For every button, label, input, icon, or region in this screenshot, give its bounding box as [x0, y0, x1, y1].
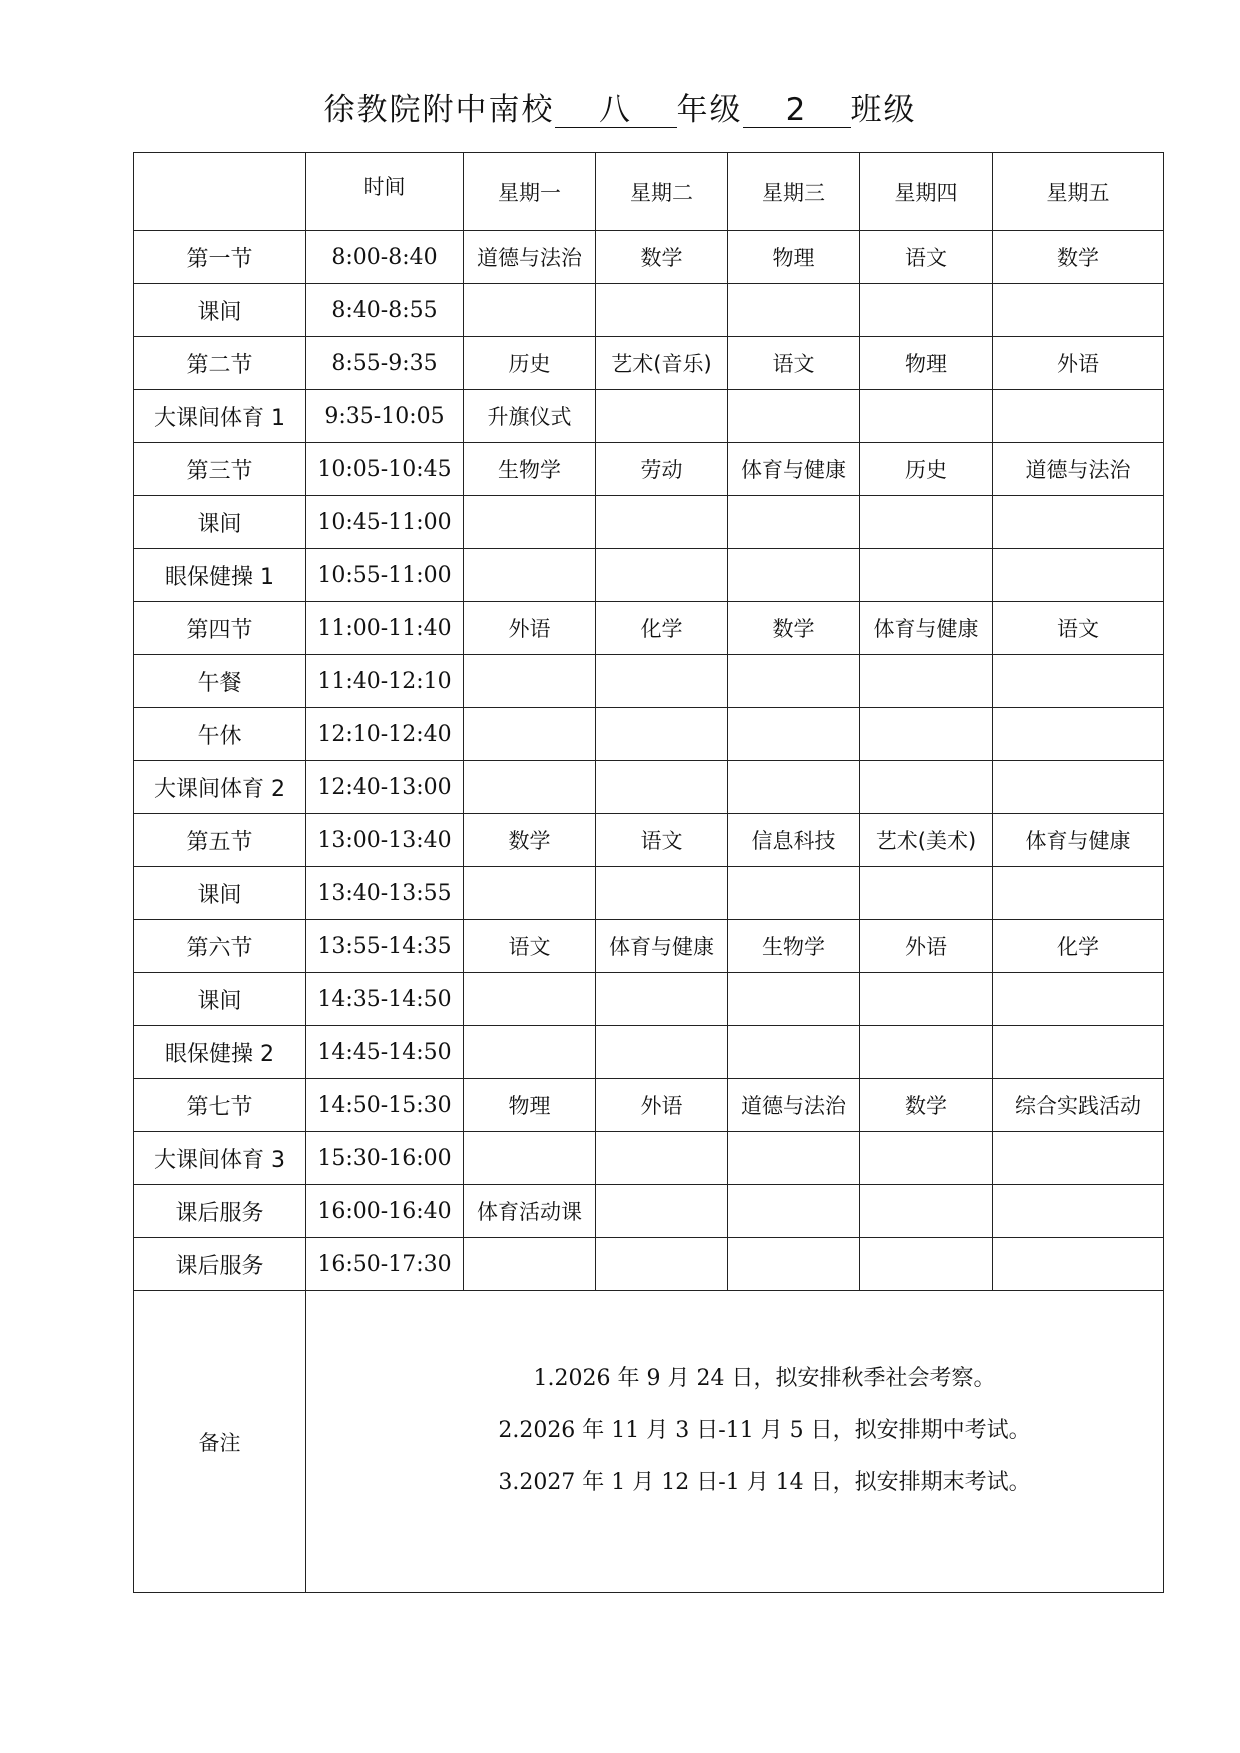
subject-cell [860, 284, 993, 337]
subject-cell: 外语 [993, 337, 1164, 390]
period-label: 眼保健操 2 [134, 1026, 306, 1079]
subject-cell: 语文 [993, 602, 1164, 655]
subject-cell: 历史 [860, 443, 993, 496]
table-row [134, 1079, 1164, 1132]
grade-suffix: 年级 [676, 92, 743, 128]
subject-cell [464, 973, 596, 1026]
subject-cell [596, 1238, 728, 1291]
subject-cell: 语文 [464, 920, 596, 973]
time-range: 10:45-11:00 [306, 496, 464, 549]
subject-cell: 道德与法治 [464, 231, 596, 284]
notes-row [134, 1291, 1164, 1593]
period-label: 大课间体育 3 [134, 1132, 306, 1185]
period-label: 第四节 [134, 602, 306, 655]
subject-cell [728, 549, 860, 602]
period-label: 课间 [134, 867, 306, 920]
period-label: 课后服务 [134, 1185, 306, 1238]
subject-cell: 语文 [596, 814, 728, 867]
table-row [134, 814, 1164, 867]
table-row [134, 549, 1164, 602]
subject-cell [860, 549, 993, 602]
subject-cell: 数学 [464, 814, 596, 867]
school-name: 徐教院附中南校 [323, 92, 555, 128]
time-range: 15:30-16:00 [306, 1132, 464, 1185]
subject-cell [728, 496, 860, 549]
subject-cell [860, 708, 993, 761]
time-range: 8:40-8:55 [306, 284, 464, 337]
header-day-wed: 星期三 [728, 153, 860, 231]
header-corner-cell [134, 153, 306, 231]
timetable [133, 152, 1164, 1593]
subject-cell [596, 708, 728, 761]
subject-cell: 道德与法治 [728, 1079, 860, 1132]
header-day-fri: 星期五 [993, 153, 1164, 231]
header-day-thu: 星期四 [860, 153, 993, 231]
subject-cell: 物理 [464, 1079, 596, 1132]
notes-label: 备注 [134, 1291, 306, 1593]
subject-cell [596, 973, 728, 1026]
time-range: 11:00-11:40 [306, 602, 464, 655]
subject-cell [464, 549, 596, 602]
subject-cell [860, 867, 993, 920]
period-label: 第三节 [134, 443, 306, 496]
notes-content [306, 1291, 1164, 1593]
subject-cell [464, 761, 596, 814]
table-row [134, 284, 1164, 337]
subject-cell: 劳动 [596, 443, 728, 496]
subject-cell [596, 549, 728, 602]
table-row [134, 496, 1164, 549]
table-row [134, 1132, 1164, 1185]
subject-cell [596, 1185, 728, 1238]
subject-cell [464, 655, 596, 708]
period-label: 午休 [134, 708, 306, 761]
subject-cell: 数学 [596, 231, 728, 284]
subject-cell: 体育与健康 [728, 443, 860, 496]
subject-cell: 道德与法治 [993, 443, 1164, 496]
subject-cell [728, 1185, 860, 1238]
subject-cell [464, 1026, 596, 1079]
subject-cell [464, 284, 596, 337]
subject-cell [728, 1238, 860, 1291]
header-day-tue: 星期二 [596, 153, 728, 231]
table-row [134, 337, 1164, 390]
subject-cell [596, 761, 728, 814]
time-range: 14:45-14:50 [306, 1026, 464, 1079]
subject-cell [728, 284, 860, 337]
subject-cell [728, 708, 860, 761]
subject-cell [464, 1238, 596, 1291]
subject-cell [993, 1026, 1164, 1079]
table-row [134, 708, 1164, 761]
table-row [134, 602, 1164, 655]
subject-cell: 生物学 [464, 443, 596, 496]
period-label: 课间 [134, 284, 306, 337]
time-range: 14:35-14:50 [306, 973, 464, 1026]
table-row [134, 1026, 1164, 1079]
table-row [134, 655, 1164, 708]
subject-cell: 升旗仪式 [464, 390, 596, 443]
subject-cell [993, 549, 1164, 602]
period-label: 第二节 [134, 337, 306, 390]
subject-cell: 艺术(音乐) [596, 337, 728, 390]
period-label: 课后服务 [134, 1238, 306, 1291]
subject-cell [993, 1238, 1164, 1291]
period-label: 第五节 [134, 814, 306, 867]
subject-cell [860, 655, 993, 708]
subject-cell [860, 761, 993, 814]
subject-cell [993, 973, 1164, 1026]
table-row [134, 920, 1164, 973]
table-row [134, 1238, 1164, 1291]
period-label: 课间 [134, 973, 306, 1026]
subject-cell [596, 867, 728, 920]
table-row [134, 761, 1164, 814]
subject-cell: 化学 [993, 920, 1164, 973]
subject-cell [464, 496, 596, 549]
subject-cell: 外语 [464, 602, 596, 655]
time-range: 14:50-15:30 [306, 1079, 464, 1132]
subject-cell: 数学 [993, 231, 1164, 284]
table-row [134, 231, 1164, 284]
subject-cell [728, 867, 860, 920]
time-range: 16:50-17:30 [306, 1238, 464, 1291]
subject-cell [993, 496, 1164, 549]
period-label: 大课间体育 2 [134, 761, 306, 814]
subject-cell [728, 1026, 860, 1079]
subject-cell [596, 1132, 728, 1185]
table-row [134, 443, 1164, 496]
subject-cell [860, 496, 993, 549]
header-row [134, 153, 1164, 231]
subject-cell [464, 867, 596, 920]
subject-cell [860, 1238, 993, 1291]
subject-cell [993, 867, 1164, 920]
time-range: 12:10-12:40 [306, 708, 464, 761]
subject-cell: 外语 [860, 920, 993, 973]
note-line: 2.2026 年 11 月 3 日-11 月 5 日，拟安排期中考试。 [498, 1417, 1031, 1443]
subject-cell [596, 1026, 728, 1079]
subject-cell: 数学 [728, 602, 860, 655]
subject-cell: 体育与健康 [860, 602, 993, 655]
subject-cell: 外语 [596, 1079, 728, 1132]
time-range: 11:40-12:10 [306, 655, 464, 708]
subject-cell: 综合实践活动 [993, 1079, 1164, 1132]
period-label: 第六节 [134, 920, 306, 973]
subject-cell [728, 973, 860, 1026]
subject-cell: 体育与健康 [596, 920, 728, 973]
subject-cell [728, 655, 860, 708]
grade-value: 八 [555, 93, 677, 128]
subject-cell: 语文 [860, 231, 993, 284]
time-range: 13:55-14:35 [306, 920, 464, 973]
subject-cell [596, 496, 728, 549]
subject-cell: 信息科技 [728, 814, 860, 867]
time-range: 10:05-10:45 [306, 443, 464, 496]
period-label: 午餐 [134, 655, 306, 708]
period-label: 课间 [134, 496, 306, 549]
subject-cell [728, 390, 860, 443]
subject-cell [993, 1132, 1164, 1185]
period-label: 第七节 [134, 1079, 306, 1132]
period-label: 第一节 [134, 231, 306, 284]
note-line: 1.2026 年 9 月 24 日，拟安排秋季社会考察。 [533, 1365, 996, 1391]
subject-cell [993, 1185, 1164, 1238]
time-range: 16:00-16:40 [306, 1185, 464, 1238]
subject-cell [860, 390, 993, 443]
time-range: 10:55-11:00 [306, 549, 464, 602]
page-title [0, 84, 1240, 129]
class-number: 2 [743, 93, 851, 128]
period-label: 大课间体育 1 [134, 390, 306, 443]
subject-cell [596, 284, 728, 337]
subject-cell: 物理 [860, 337, 993, 390]
time-range: 9:35-10:05 [306, 390, 464, 443]
period-label: 眼保健操 1 [134, 549, 306, 602]
subject-cell: 艺术(美术) [860, 814, 993, 867]
table-row [134, 867, 1164, 920]
subject-cell [464, 708, 596, 761]
subject-cell: 体育活动课 [464, 1185, 596, 1238]
subject-cell [860, 973, 993, 1026]
table-row [134, 390, 1164, 443]
table-row [134, 1185, 1164, 1238]
subject-cell: 语文 [728, 337, 860, 390]
subject-cell: 物理 [728, 231, 860, 284]
subject-cell [993, 761, 1164, 814]
subject-cell [993, 655, 1164, 708]
subject-cell: 体育与健康 [993, 814, 1164, 867]
subject-cell [860, 1185, 993, 1238]
subject-cell [464, 1132, 596, 1185]
subject-cell: 化学 [596, 602, 728, 655]
header-day-mon: 星期一 [464, 153, 596, 231]
header-time: 时间 [306, 153, 464, 231]
subject-cell: 数学 [860, 1079, 993, 1132]
note-line: 3.2027 年 1 月 12 日-1 月 14 日，拟安排期末考试。 [498, 1469, 1031, 1495]
subject-cell [596, 655, 728, 708]
time-range: 13:40-13:55 [306, 867, 464, 920]
time-range: 8:55-9:35 [306, 337, 464, 390]
subject-cell [728, 761, 860, 814]
subject-cell [728, 1132, 860, 1185]
subject-cell [993, 390, 1164, 443]
subject-cell [993, 284, 1164, 337]
time-range: 8:00-8:40 [306, 231, 464, 284]
class-suffix: 班级 [850, 92, 917, 128]
subject-cell [993, 708, 1164, 761]
subject-cell [860, 1132, 993, 1185]
subject-cell: 历史 [464, 337, 596, 390]
time-range: 12:40-13:00 [306, 761, 464, 814]
time-range: 13:00-13:40 [306, 814, 464, 867]
subject-cell [596, 390, 728, 443]
subject-cell: 生物学 [728, 920, 860, 973]
subject-cell [860, 1026, 993, 1079]
table-row [134, 973, 1164, 1026]
